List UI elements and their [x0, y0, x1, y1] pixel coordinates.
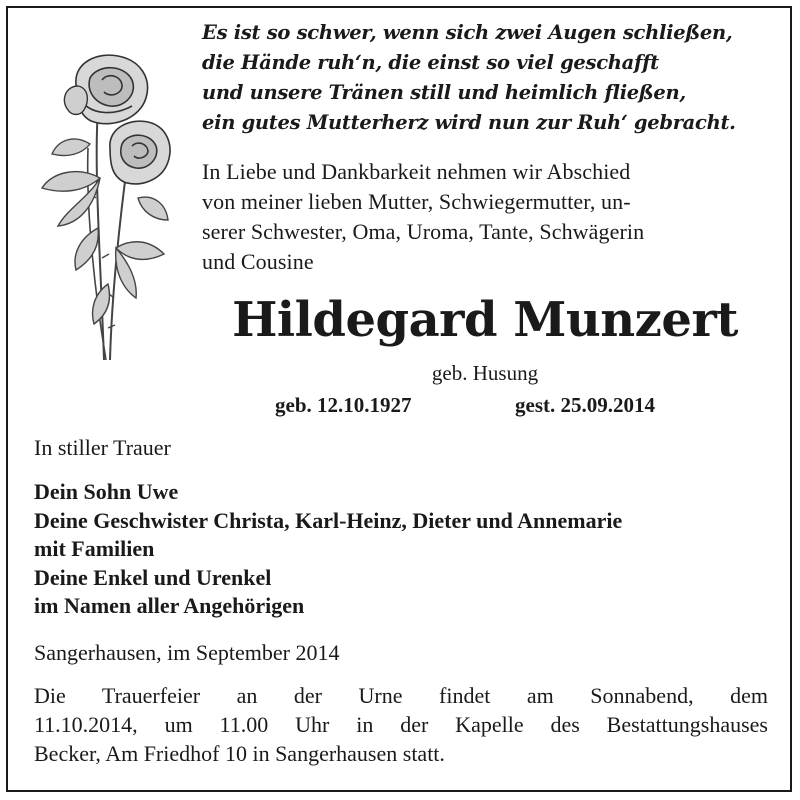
mourner-line: Dein Sohn Uwe [34, 479, 179, 504]
ceremony-line: Die Trauerfeier an der Urne findet am Sonnabend, dem [34, 683, 768, 708]
intro-line: und Cousine [202, 249, 314, 274]
mourner-line: Deine Geschwister Christa, Karl-Heinz, Dieter und Annemarie [34, 507, 623, 533]
intro-line: serer Schwester, Oma, Uroma, Tante, Schwägerin [202, 219, 645, 244]
poem-line: Es ist so schwer, wenn sich zwei Augen schließen, [202, 21, 733, 44]
poem-line: und unsere Tränen still und heimlich fließen, [202, 81, 686, 104]
poem [202, 18, 762, 138]
place-and-date: Sangerhausen, im September 2014 [34, 640, 340, 665]
death-date: gest. 25.09.2014 [515, 393, 655, 417]
mourner-line: Deine Enkel und Urenkel [34, 564, 272, 590]
intro-line: In Liebe und Dankbarkeit nehmen wir Abschied [202, 159, 631, 184]
birth-name: geb. Husung [431, 361, 539, 385]
ceremony-line: 11.10.2014, um 11.00 Uhr in der Kapelle des Bestattungshauses [34, 712, 768, 737]
poem-line: die Hände ruh‘n, die einst so viel geschafft [202, 51, 659, 74]
deceased-name: Hildegard Munzert [232, 292, 738, 348]
birth-date: geb. 12.10.1927 [275, 393, 412, 417]
poem-line: ein gutes Mutterherz wird nun zur Ruh‘ gebracht. [202, 111, 736, 134]
intro-line: von meiner lieben Mutter, Schwiegermutter, un- [202, 189, 631, 214]
farewell-intro [202, 157, 774, 277]
mourning-line: In stiller Trauer [34, 435, 171, 460]
ceremony-line: Becker, Am Friedhof 10 in Sangerhausen statt. [34, 741, 445, 766]
mourner-line: im Namen aller Angehörigen [34, 593, 305, 618]
mourners-list [34, 478, 774, 621]
mourner-line: mit Familien [34, 536, 155, 561]
ceremony-notice [34, 681, 768, 768]
